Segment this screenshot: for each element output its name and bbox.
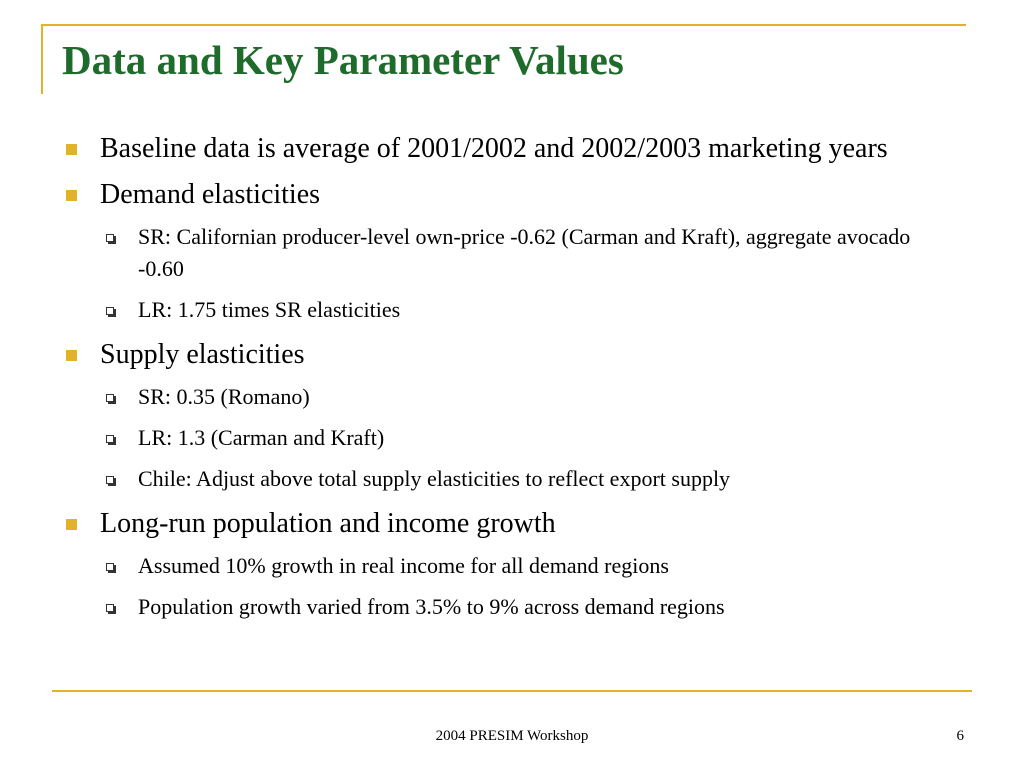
hollow-square-bullet-icon — [106, 435, 114, 443]
sub-bullet-text: SR: 0.35 (Romano) — [138, 384, 310, 409]
sub-bullet-item — [58, 422, 958, 454]
square-bullet-icon — [66, 190, 77, 201]
bullet-text: Demand elasticities — [100, 179, 321, 210]
sub-bullet-text: LR: 1.3 (Carman and Kraft) — [138, 425, 385, 450]
sub-bullet-text: Chile: Adjust above total supply elasticities to reflect export supply — [138, 466, 731, 491]
sub-bullet-item — [58, 591, 958, 623]
sub-bullet-item — [58, 381, 958, 413]
slide-title: Data and Key Parameter Values — [62, 37, 624, 83]
hollow-square-bullet-icon — [106, 563, 114, 571]
footer-rule — [52, 690, 972, 692]
hollow-square-bullet-icon — [106, 307, 114, 315]
bullet-item — [58, 129, 958, 169]
hollow-square-bullet-icon — [106, 476, 114, 484]
bullet-text: Supply elasticities — [100, 339, 305, 370]
sub-bullet-text: Population growth varied from 3.5% to 9% across demand regions — [138, 594, 725, 619]
sub-bullet-item — [58, 221, 958, 285]
bullet-item — [58, 335, 958, 375]
bullet-item — [58, 175, 958, 215]
hollow-square-bullet-icon — [106, 604, 114, 612]
title-frame-top-rule — [41, 24, 966, 26]
hollow-square-bullet-icon — [106, 394, 114, 402]
sub-bullet-item — [58, 294, 958, 326]
bullet-item — [58, 504, 958, 544]
sub-bullet-text: Assumed 10% growth in real income for all demand regions — [138, 553, 669, 578]
bullet-text: Long-run population and income growth — [100, 508, 556, 539]
sub-bullet-item — [58, 550, 958, 582]
sub-bullet-item — [58, 463, 958, 495]
title-frame-left-rule — [41, 24, 43, 94]
sub-bullet-text: LR: 1.75 times SR elasticities — [138, 297, 401, 322]
sub-bullet-text: SR: Californian producer-level own-price -0.62 (Carman and Kraft), aggregate avocado -0.60 — [138, 224, 911, 281]
footer-label: 2004 PRESIM Workshop — [435, 728, 589, 744]
square-bullet-icon — [66, 350, 77, 361]
square-bullet-icon — [66, 144, 77, 155]
bullet-text: Baseline data is average of 2001/2002 and 2002/2003 marketing years — [100, 133, 888, 164]
bullet-list — [58, 129, 958, 632]
square-bullet-icon — [66, 519, 77, 530]
hollow-square-bullet-icon — [106, 234, 114, 242]
page-number: 6 — [956, 728, 964, 744]
